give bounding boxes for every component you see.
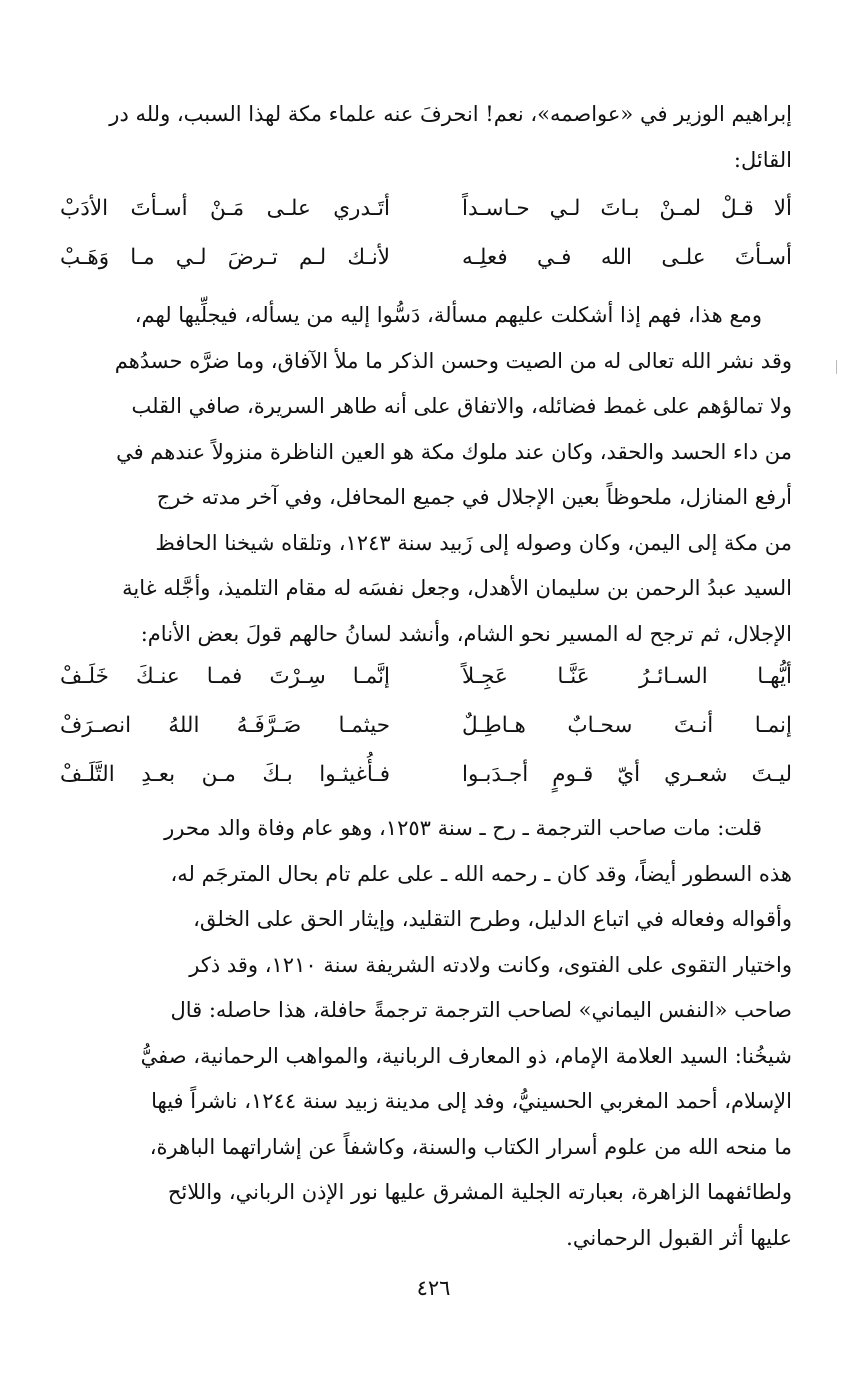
text-line: وأقواله وفعاله في اتباع الدليل، وطرح التقليد، وإيثار الحق على الخلق، — [193, 907, 792, 931]
text-line: القائل: — [733, 147, 792, 172]
text-line: عليها أثر القبول الرحماني. — [566, 1225, 792, 1250]
verse-first-hemistich: ألا قـلْ لمـنْ بـاتَ لـي حـاسـداً — [462, 196, 792, 221]
verse-first-hemistich: ليـتَ شعـري أيّ قـومٍ أجـدَبـوا — [462, 762, 792, 787]
verse-line — [60, 750, 792, 799]
text-line: شيخُنا: السيد العلامة الإمام، ذو المعارف الربانية، والمواهب الرحمانية، صفيُّ — [140, 1043, 792, 1068]
page-number: ٤٢٦ — [416, 1276, 451, 1300]
text-line: الإسلام، أحمد المغربي الحسينيُّ، وفد إلى مدينة زبيد سنة ١٢٤٤، ناشراً فيها — [151, 1089, 792, 1113]
verse-line — [60, 701, 792, 750]
text-line: وقد نشر الله تعالى له من الصيت وحسن الذكر ما ملأ الآفاق، وما ضرَّه حسدُهم — [114, 348, 792, 373]
text-line: من مكة إلى اليمن، وكان وصوله إلى زَبيد سنة ١٢٤٣، وتلقاه شيخنا الحافظ — [155, 530, 792, 555]
text-line: ولطائفهما الزاهرة، بعبارته الجلية المشرق عليها نور الإذن الرباني، واللائح — [167, 1180, 792, 1204]
margin-mark — [836, 360, 837, 374]
verse-line — [60, 233, 792, 282]
verse-line — [60, 652, 792, 701]
verse-second-hemistich: لأنـك لـم تـرضَ لـي مـا وَهَـبْ — [60, 245, 390, 270]
verse-second-hemistich: حيثمـا صَـرَّفَـهُ اللهُ انصـرَفْ — [60, 713, 390, 738]
paragraph-3 — [60, 806, 792, 1261]
verse-line — [60, 184, 792, 233]
verse-first-hemistich: إنمـا أنـتَ سحـابٌ هـاطِـلٌ — [462, 713, 792, 738]
text-line: السيد عبدُ الرحمن بن سليمان الأهدل، وجعل نفسَه له مقام التلميذ، وأجَّله غاية — [122, 576, 792, 600]
text-line: ولا تمالؤهم على غمط فضائله، والاتفاق على أنه طاهر السريرة، صافي القلب — [131, 394, 792, 418]
text-line: الإجلال، ثم ترجح له المسير نحو الشام، وأنشد لسانُ حالهم قولَ بعض الأنام: — [140, 621, 792, 646]
text-line: ما منحه الله من علوم أسرار الكتاب والسنة، وكاشفاً عن إشاراتهما الباهرة، — [149, 1134, 792, 1159]
text-line: أرفع المنازل، ملحوظاً بعين الإجلال في جميع المحافل، وفي آخر مدته خرج — [156, 485, 792, 509]
text-line: واختيار التقوى على الفتوى، وكانت ولادته الشريفة سنة ١٢١٠، وقد ذكر — [189, 952, 792, 977]
verse-second-hemistich: فـأُغيثـوا بـكَ مـن بعـدِ التَّلَـفْ — [60, 762, 390, 787]
text-line: من داء الحسد والحقد، وكان عند ملوك مكة هو العين الناظرة منزولاً عندهم في — [116, 439, 792, 464]
text-line: قلت: مات صاحب الترجمة ـ رح ـ سنة ١٢٥٣، وهو عام وفاة والد محرر — [164, 816, 762, 840]
text-line: إبراهيم الوزير في «عواصمه»، نعم! انحرفَ عنه علماء مكة لهذا السبب، ولله در — [109, 102, 792, 126]
poem-2 — [60, 652, 792, 799]
text-line: هذه السطور أيضاً، وقد كان ـ رحمه الله ـ على علم تام بحال المترجَم له، — [170, 861, 792, 886]
verse-second-hemistich: أتَـدري علـى مَـنْ أسـأتَ الأدَبْ — [60, 196, 390, 221]
text-line: صاحب «النفس اليماني» لصاحب الترجمة ترجمةً حافلة، هذا حاصله: قال — [170, 998, 792, 1022]
poem-1 — [60, 184, 792, 282]
paragraph-2 — [60, 293, 792, 657]
text-line: ومع هذا، فهم إذا أشكلت عليهم مسألة، دَسُّوا إليه من يسأله، فيجلِّيها لهم، — [134, 303, 762, 327]
intro-paragraph — [60, 92, 792, 183]
verse-second-hemistich: إنَّمـا سِـرْتَ فمـا عنـكَ خَلَـفْ — [60, 664, 390, 689]
verse-first-hemistich: أسـأتَ علـى الله فـي فعلِـه — [462, 245, 792, 270]
verse-first-hemistich: أيُّهـا السـائـرُ عَنَّـا عَجِـلاً — [462, 664, 792, 689]
